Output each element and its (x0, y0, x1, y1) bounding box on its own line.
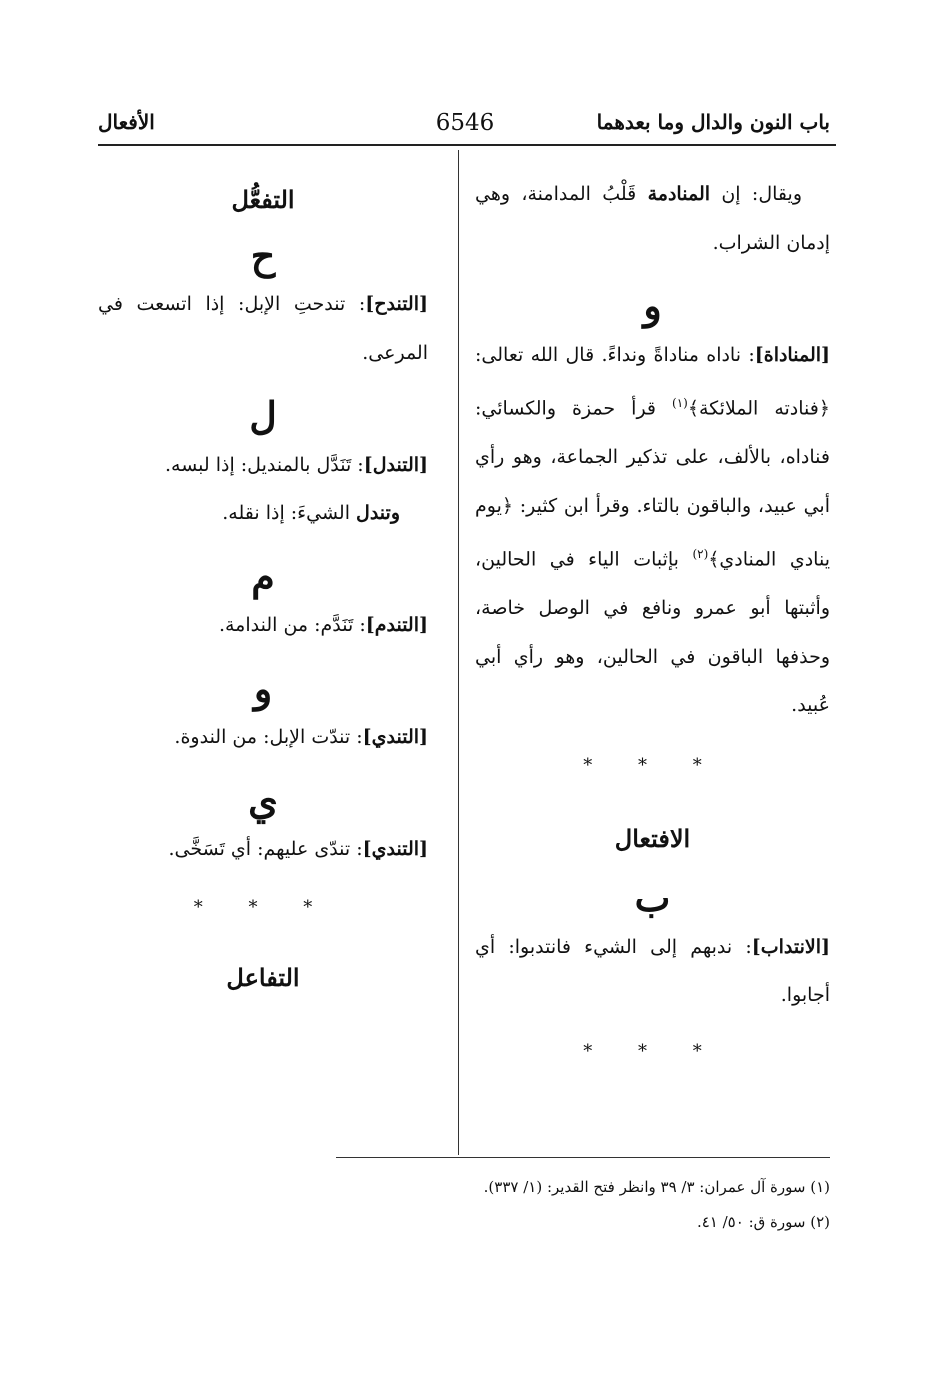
term-tandul-2: وتندل (356, 502, 400, 525)
section-heading-tafaul: التفعُّل (231, 185, 295, 214)
section-separator: * * * (583, 1040, 722, 1062)
entry-tanadduh: [التندح]: تندحتِ الإبل: إذا اتسعت في المرعى. (98, 292, 428, 364)
letter-heading-lam: ل (249, 393, 277, 439)
letter-heading-ya: ي (248, 777, 278, 823)
footnote-2: (٢) سورة ق: ٥٠/ ٤١. (696, 1213, 830, 1231)
term-tanaddi-2: [التندي] (362, 838, 428, 861)
section-heading-tafaul-2: التفاعل (226, 963, 300, 993)
section-separator: * * * (583, 754, 722, 776)
section-heading-iftial: الافتعال (614, 823, 691, 853)
letter-heading-mim: م (251, 553, 275, 599)
letter-heading-ba: ب (634, 875, 671, 921)
footnote-1: (١) سورة آل عمران: ٣/ ٣٩ وانظر فتح القدير: (١/ ٣٣٧). (483, 1178, 830, 1196)
running-head-chapter: باب النون والدال وما بعدهما (596, 110, 830, 134)
header-rule (98, 144, 836, 146)
entry-tandum: [التندم]: تَنَدَّم: من الندامة. (218, 614, 428, 637)
page-number: 6546 (435, 110, 495, 136)
column-divider (458, 150, 459, 1155)
footnote-ref-1: (١) (672, 396, 688, 411)
term-munadat: [المناداة] (754, 343, 830, 366)
letter-heading-ha: ح (250, 232, 276, 278)
term-tanaddi-1: [التندي] (362, 726, 428, 749)
footnote-rule (336, 1157, 830, 1158)
entry-tandul-2: وتندل الشيءَ: إذا نقله. (222, 502, 400, 525)
section-separator: * * * (193, 896, 333, 918)
running-head-section: الأفعال (98, 110, 155, 134)
footnotes (230, 1170, 830, 1240)
term-tandul: [التندل] (363, 453, 428, 476)
entry-tandul: [التندل]: تَنَدَّل بالمنديل: إذا لبسه. (164, 453, 428, 476)
entry-tanaddi-2: [التندي]: تندّى عليهم: أي تَسَخَّى. (168, 838, 428, 861)
letter-heading-waw: و (253, 665, 273, 711)
entry-munadama: ويقال: إن المنادمة قَلْبُ المدامنة، وهي إدمان الشراب. (475, 183, 830, 254)
entry-tanaddi-1: [التندي]: تندّت الإبل: من الندوة. (174, 726, 428, 749)
term-tanadduh: [التندح] (365, 292, 428, 315)
right-column (475, 170, 830, 1076)
term-intidab: [الانتداب] (751, 935, 830, 958)
term-munadama: المنادمة (647, 183, 711, 205)
entry-munadat: [المناداة]: ناداه مناداةً ونداءً. قال الله تعالى: ﴿فنادته الملائكة﴾$^{(١)}$ قرأ حمزة والكسائي: فناداه، بالألف، على تذكير الجماعة، وهو رأي أبي عبيد، والباقون بالتاء. وقرأ ابن كثير: ﴿يوم ينادي المنادي﴾$^{(٢)}$ بإثبات الياء في الحالين، وأثبتها أبو عمرو ونافع في الوصل خاصة، وحذفها الباقون في الحالين، وهو رأي أبي عُبيد. (475, 343, 831, 717)
entry-intidab: [الانتداب]: ندبهم إلى الشيء فانتدبوا: أي أجابوا. (475, 935, 830, 1007)
footnote-ref-2: (٢) (692, 547, 709, 562)
term-tandum: [التندم] (365, 614, 428, 637)
letter-heading-waw: و (643, 283, 662, 329)
left-column (98, 170, 428, 1003)
